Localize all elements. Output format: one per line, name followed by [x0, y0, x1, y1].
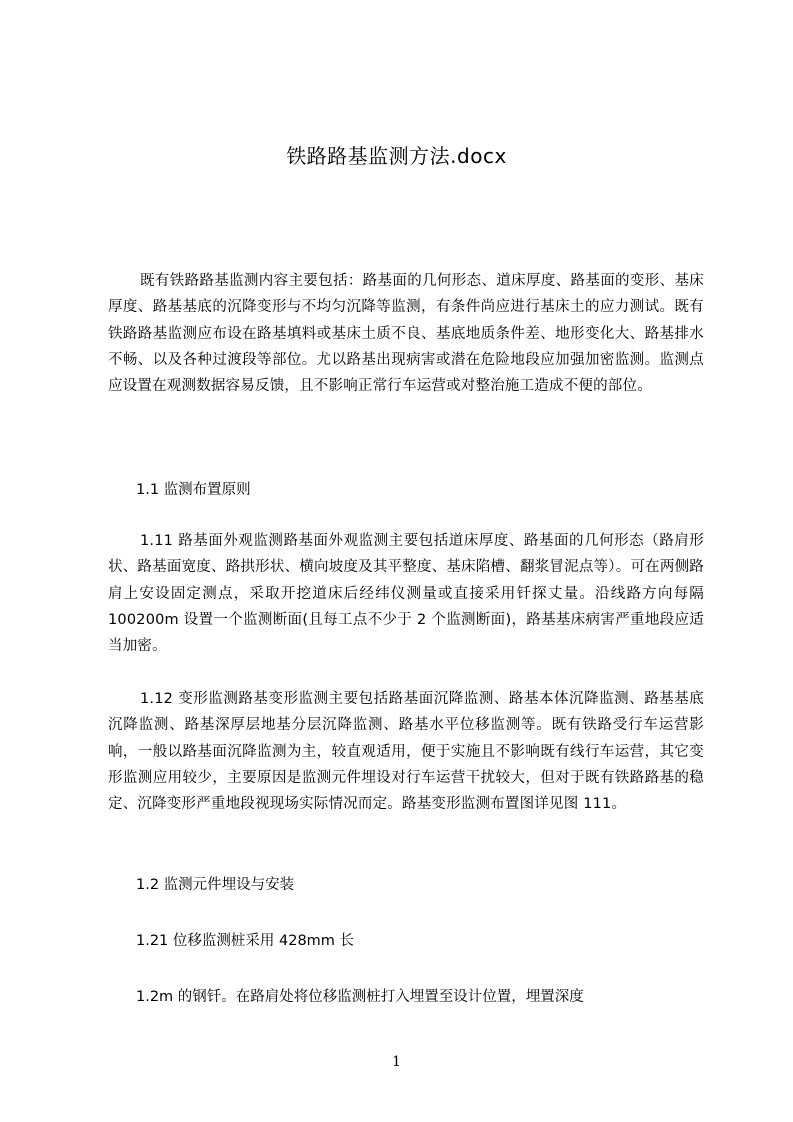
page-number: 1 [392, 1054, 401, 1070]
intro-paragraph: 既有铁路路基监测内容主要包括：路基面的几何形态、道床厚度、路基面的变形、基床厚度、路基基底的沉降变形与不均匀沉降等监测，有条件尚应进行基床土的应力测试。既有铁路路基监测应布设在路基填料或基床土质不良、基底地质条件差、地形变化大、路基排水不畅、以及各种过渡段等部位。尤以路基出现病害或潜在危险地段应加强加密监测。监测点应设置在观测数据容易反馈，且不影响正常行车运营或对整治施工造成不便的部位。 [108, 273, 704, 395]
section-heading-1-2: 1.2 监测元件埋设与安装 [136, 877, 295, 893]
paragraph-1-12: 1.12 变形监测路基变形监测主要包括路基面沉降监测、路基本体沉降监测、路基基底沉降监测、路基深厚层地基分层沉降监测、路基水平位移监测等。既有铁路受行车运营影响，一般以路基面沉降监测为主，较直观适用，便于实施且不影响既有线行车运营，其它变形监测应用较少，主要原因是监测元件埋设对行车运营干扰较大，但对于既有铁路路基的稳定、沉降变形严重地段视现场实际情况而定。路基变形监测布置图详见图 111。 [108, 691, 704, 813]
paragraph-1-11: 1.11 路基面外观监测路基面外观监测主要包括道床厚度、路基面的几何形态（路肩形状、路基面宽度、路拱形状、横向坡度及其平整度、基床陷槽、翻浆冒泥点等）。可在两侧路肩上安设固定测点，采取开挖道床后经纬仪测量或直接采用钎探丈量。沿线路方向每隔 100200m 设置一个监测断面(且每工点不少于 2 个监测断面)，路基基床病害严重地段应适当加密。 [108, 533, 704, 655]
document-title: 铁路路基监测方法.docx [286, 144, 507, 168]
paragraph-1-2m: 1.2m 的钢钎。在路肩处将位移监测桩打入埋置至设计位置，埋置深度 [136, 989, 584, 1005]
section-heading-1-1: 1.1 监测布置原则 [136, 482, 251, 498]
paragraph-1-21: 1.21 位移监测桩采用 428mm 长 [136, 933, 355, 949]
